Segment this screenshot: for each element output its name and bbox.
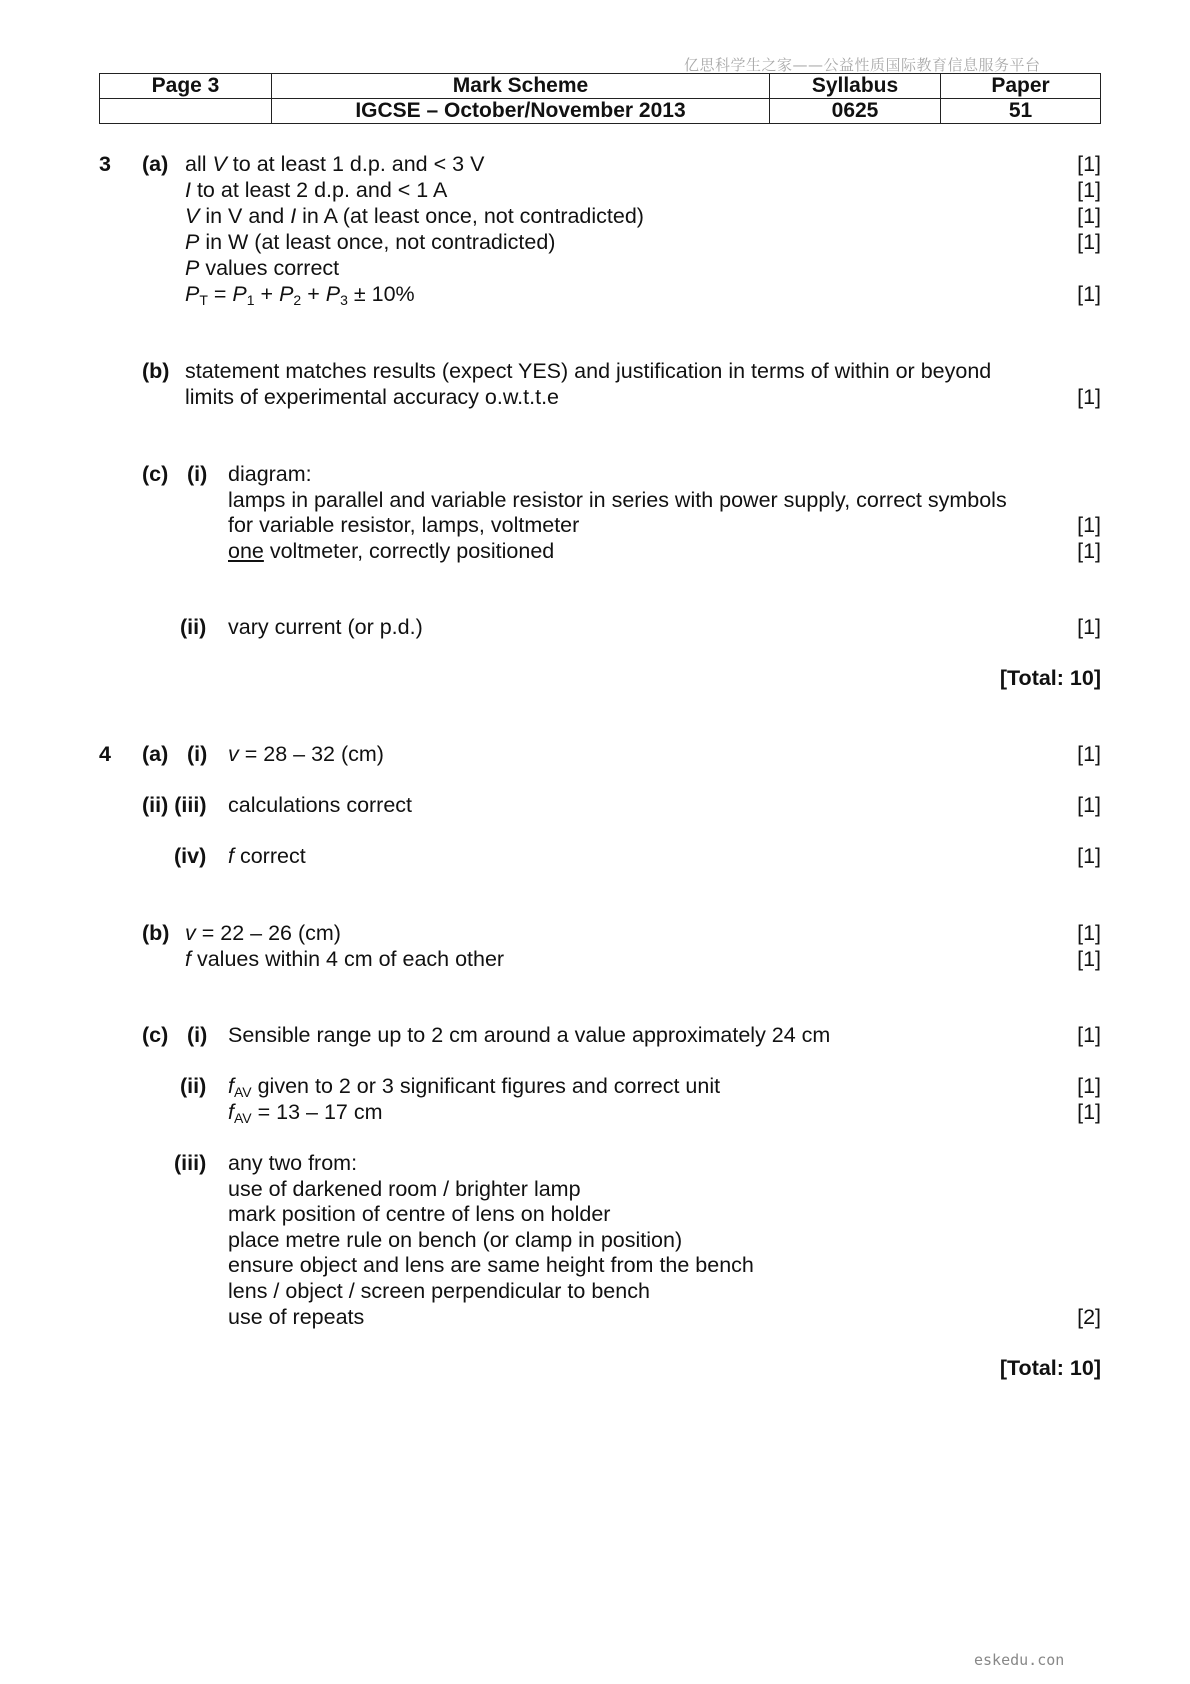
question-3-number: 3 bbox=[99, 152, 111, 176]
q4c-iii-line: place metre rule on bench (or clamp in position) bbox=[228, 1228, 683, 1252]
q4c-i-label: (i) bbox=[187, 1023, 208, 1047]
q3c-i-label: (i) bbox=[187, 462, 208, 486]
q4b-label: (b) bbox=[142, 921, 170, 945]
q3b-line-2: limits of experimental accuracy o.w.t.t.e bbox=[185, 385, 560, 409]
q3b-mark: [1] bbox=[1077, 385, 1101, 409]
q3a-line-2: I to at least 2 d.p. and < 1 A bbox=[185, 178, 448, 202]
q3a-label: (a) bbox=[142, 152, 169, 176]
q3c-i-mark-1: [1] bbox=[1077, 513, 1101, 537]
q4c-iii-mark: [2] bbox=[1077, 1305, 1101, 1329]
q4b-line-1: v = 22 – 26 (cm) bbox=[185, 921, 341, 945]
q4a-i-label: (i) bbox=[187, 742, 208, 766]
q3b-line-1: statement matches results (expect YES) and justification in terms of within or beyond bbox=[185, 359, 992, 383]
q3-total: [Total: 10] bbox=[999, 666, 1101, 690]
footer-site-text: eskedu.con bbox=[974, 1651, 1065, 1669]
q4a-iv-label: (iv) bbox=[174, 844, 207, 868]
q4a-i-mark: [1] bbox=[1077, 742, 1101, 766]
paper-number: 51 bbox=[941, 99, 1101, 124]
q3a-mark-4: [1] bbox=[1077, 230, 1101, 254]
q3a-mark-1: [1] bbox=[1077, 152, 1101, 176]
q4a-ii-iii-text: calculations correct bbox=[228, 793, 413, 817]
q4a-i-text: v = 28 – 32 (cm) bbox=[228, 742, 384, 766]
q4a-label: (a) bbox=[142, 742, 169, 766]
q3a-power-equation: $P_T = P_1 + P_2 + P_3 \pm 10\%$ bbox=[185, 282, 415, 308]
q4b-mark-1: [1] bbox=[1077, 921, 1101, 945]
q4b-line-2: f values within 4 cm of each other bbox=[185, 947, 505, 971]
header-row-1 bbox=[100, 74, 1101, 99]
q4a-iv-mark: [1] bbox=[1077, 844, 1101, 868]
q4c-i-text: Sensible range up to 2 cm around a value approximately 24 cm bbox=[228, 1023, 831, 1047]
q3b-label: (b) bbox=[142, 359, 170, 383]
document-title: Mark Scheme bbox=[272, 74, 770, 99]
header-row-2 bbox=[100, 99, 1101, 124]
q3a-line-1: all V to at least 1 d.p. and < 3 V bbox=[185, 152, 485, 176]
q3c-i-line-2: lamps in parallel and variable resistor in series with power supply, correct symbols bbox=[228, 488, 1007, 512]
q4c-ii-line-1: $f_{AV}$ given to 2 or 3 significant figures and correct unit bbox=[228, 1074, 721, 1100]
exam-session: IGCSE – October/November 2013 bbox=[272, 99, 770, 124]
q3a-line-5: P values correct bbox=[185, 256, 340, 280]
q4c-ii-label: (ii) bbox=[180, 1074, 207, 1098]
q4c-i-mark: [1] bbox=[1077, 1023, 1101, 1047]
header-blank-cell bbox=[100, 99, 272, 124]
q3c-i-line-1: diagram: bbox=[228, 462, 312, 486]
q3c-i-mark-2: [1] bbox=[1077, 539, 1101, 563]
page-number: Page 3 bbox=[100, 74, 272, 99]
q4c-label: (c) bbox=[142, 1023, 169, 1047]
q4c-iii-line: use of repeats bbox=[228, 1305, 365, 1329]
q3c-ii-label: (ii) bbox=[180, 615, 207, 639]
q4c-iii-line: lens / object / screen perpendicular to bench bbox=[228, 1279, 650, 1303]
watermark-text: 亿思科学生之家——公益性质国际教育信息服务平台 bbox=[684, 56, 1041, 74]
q3a-mark-6: [1] bbox=[1077, 282, 1101, 306]
q4c-ii-line-2: $f_{AV} = 13 - 17$ cm bbox=[228, 1100, 383, 1126]
q4c-ii-mark-1: [1] bbox=[1077, 1074, 1101, 1098]
syllabus-label: Syllabus bbox=[770, 74, 941, 99]
q4c-iii-line: any two from: bbox=[228, 1151, 358, 1175]
q4c-iii-line: use of darkened room / brighter lamp bbox=[228, 1177, 581, 1201]
q4a-ii-iii-mark: [1] bbox=[1077, 793, 1101, 817]
question-4-number: 4 bbox=[99, 742, 111, 766]
q4c-iii-line: mark position of centre of lens on holder bbox=[228, 1202, 611, 1226]
paper-label: Paper bbox=[941, 74, 1101, 99]
q4c-ii-mark-2: [1] bbox=[1077, 1100, 1101, 1124]
q3a-mark-3: [1] bbox=[1077, 204, 1101, 228]
q4-total: [Total: 10] bbox=[999, 1356, 1101, 1380]
q3c-ii-mark: [1] bbox=[1077, 615, 1101, 639]
q3c-i-line-4: one voltmeter, correctly positioned bbox=[228, 539, 555, 563]
syllabus-code: 0625 bbox=[770, 99, 941, 124]
q4c-iii-line: ensure object and lens are same height from the bench bbox=[228, 1253, 754, 1277]
q4a-ii-iii-label: (ii) (iii) bbox=[142, 793, 207, 817]
q4a-iv-text: f correct bbox=[228, 844, 306, 868]
q3c-ii-text: vary current (or p.d.) bbox=[228, 615, 423, 639]
q3a-mark-2: [1] bbox=[1077, 178, 1101, 202]
q3c-label: (c) bbox=[142, 462, 169, 486]
q3a-line-4: P in W (at least once, not contradicted) bbox=[185, 230, 556, 254]
q3c-i-line-3: for variable resistor, lamps, voltmeter bbox=[228, 513, 580, 537]
q4c-iii-label: (iii) bbox=[174, 1151, 207, 1175]
q4b-mark-2: [1] bbox=[1077, 947, 1101, 971]
header-table bbox=[99, 73, 1101, 124]
q3a-line-3: V in V and I in A (at least once, not contradicted) bbox=[185, 204, 644, 228]
